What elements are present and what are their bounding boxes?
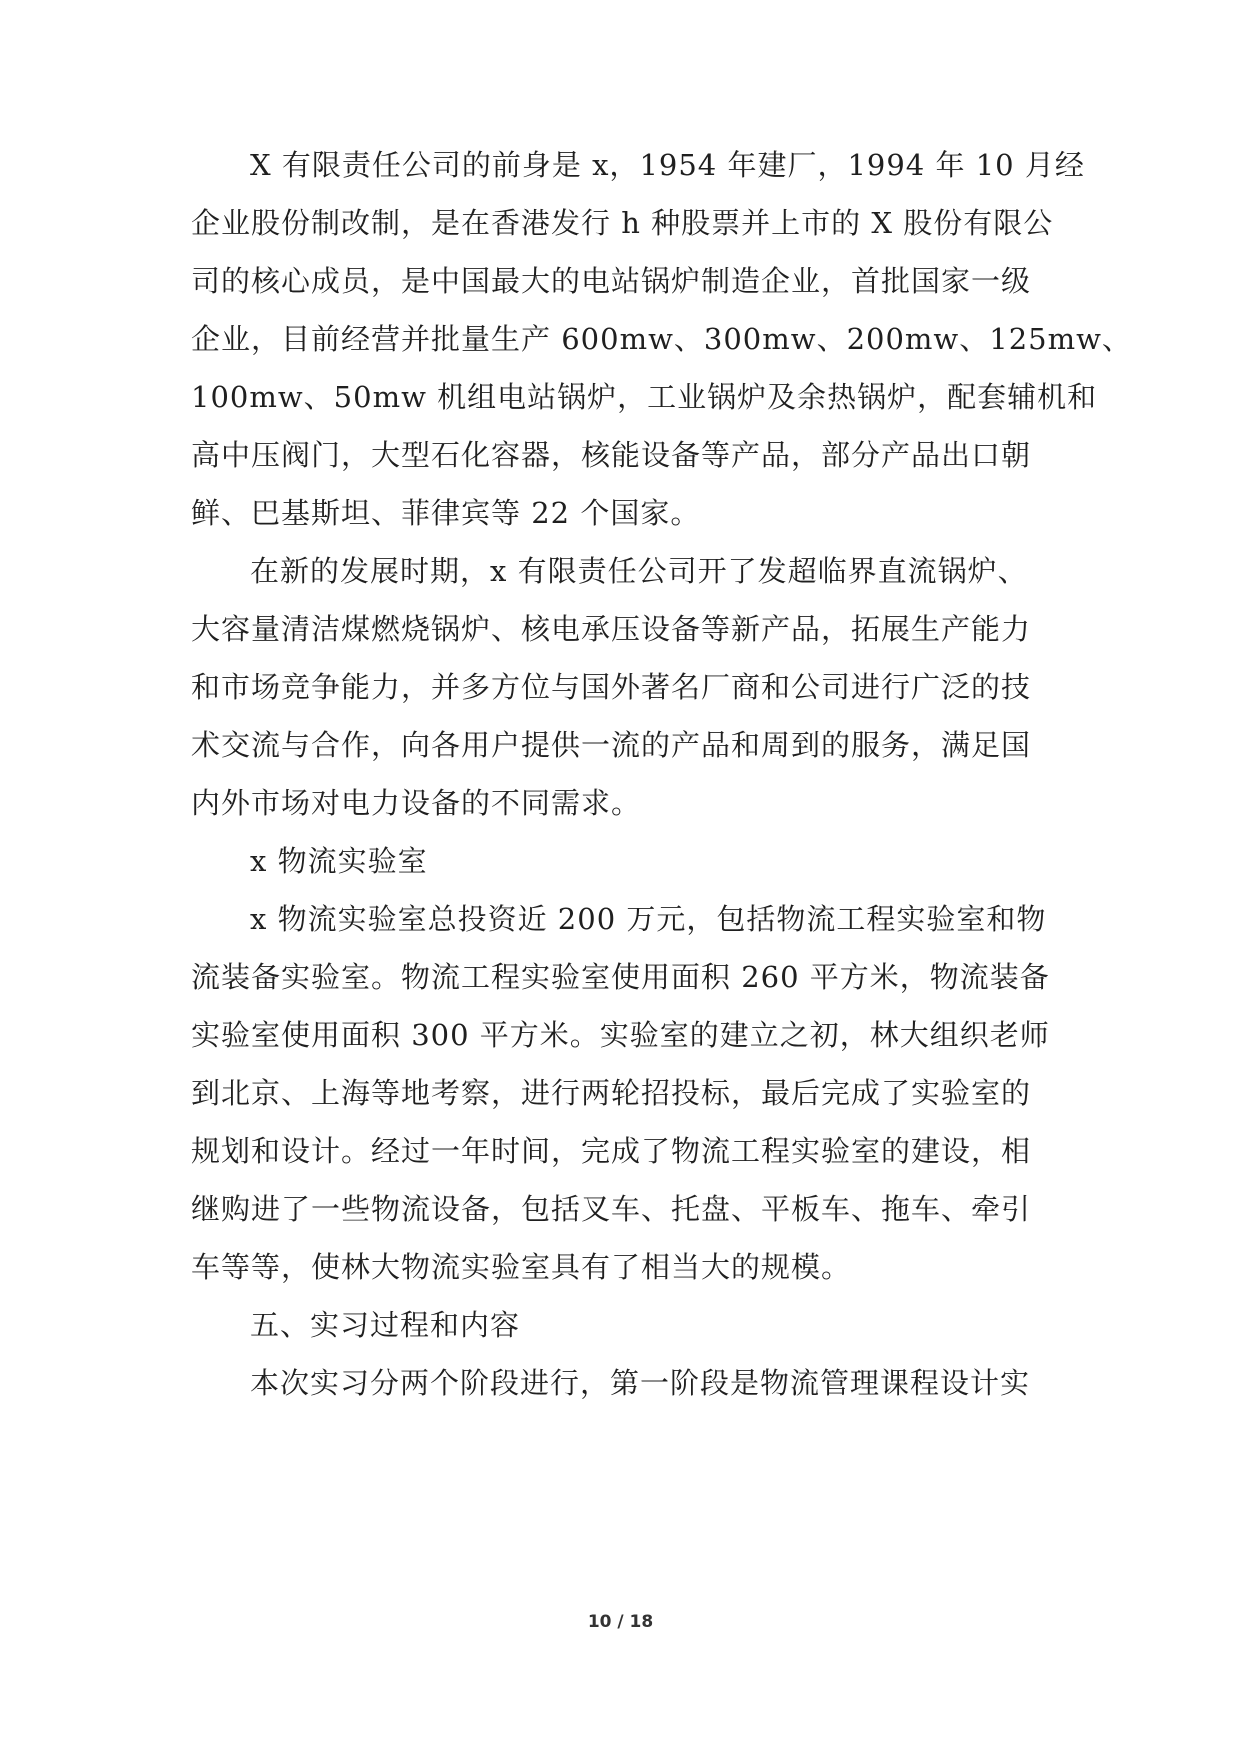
text-line: 继购进了一些物流设备，包括叉车、托盘、平板车、拖车、牵引 (191, 1192, 1032, 1226)
section-heading: x 物流实验室 (250, 844, 428, 878)
text-line: 在新的发展时期，x 有限责任公司开了发超临界直流锅炉、 (250, 554, 1028, 588)
text-line: X 有限责任公司的前身是 x，1954 年建厂，1994 年 10 月经 (250, 148, 1085, 182)
text-line: 术交流与合作，向各用户提供一流的产品和周到的服务，满足国 (191, 728, 1032, 762)
section-heading: 五、实习过程和内容 (250, 1308, 521, 1342)
text-line: 企业股份制改制，是在香港发行 h 种股票并上市的 X 股份有限公 (191, 206, 1054, 240)
text-line: 鲜、巴基斯坦、菲律宾等 22 个国家。 (191, 496, 701, 530)
text-line: 大容量清洁煤燃烧锅炉、核电承压设备等新产品，拓展生产能力 (191, 612, 1032, 646)
text-line: 企业，目前经营并批量生产 600mw、300mw、200mw、125mw、 (191, 322, 1132, 356)
text-line: x 物流实验室总投资近 200 万元，包括物流工程实验室和物 (250, 902, 1047, 936)
text-line: 高中压阀门，大型石化容器，核能设备等产品，部分产品出口朝 (191, 438, 1032, 472)
text-line: 100mw、50mw 机组电站锅炉，工业锅炉及余热锅炉，配套辅机和 (191, 380, 1098, 414)
text-line: 到北京、上海等地考察，进行两轮招投标，最后完成了实验室的 (191, 1076, 1032, 1110)
text-line: 司的核心成员，是中国最大的电站锅炉制造企业，首批国家一级 (191, 264, 1032, 298)
text-line: 和市场竞争能力，并多方位与国外著名厂商和公司进行广泛的技 (191, 670, 1032, 704)
text-line: 内外市场对电力设备的不同需求。 (191, 786, 642, 820)
text-line: 本次实习分两个阶段进行，第一阶段是物流管理课程设计实 (250, 1366, 1031, 1400)
text-line: 流装备实验室。物流工程实验室使用面积 260 平方米，物流装备 (191, 960, 1050, 994)
text-line: 规划和设计。经过一年时间，完成了物流工程实验室的建设，相 (191, 1134, 1032, 1168)
text-line: 车等等，使林大物流实验室具有了相当大的规模。 (191, 1250, 852, 1284)
text-line: 实验室使用面积 300 平方米。实验室的建立之初，林大组织老师 (191, 1018, 1050, 1052)
page-number: 10 / 18 (587, 1612, 654, 1632)
